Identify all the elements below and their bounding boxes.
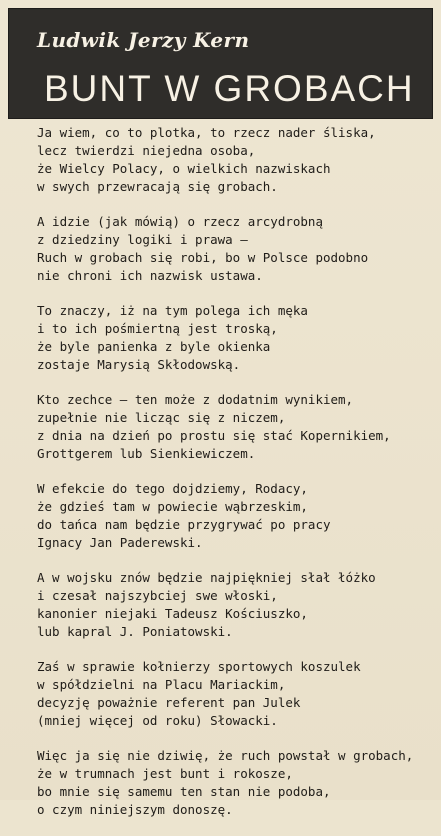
poem-line: lub kapral J. Poniatowski. bbox=[37, 624, 233, 639]
poem-line: że w trumnach jest bunt i rokosze, bbox=[37, 766, 293, 781]
poem-line: w spółdzielni na Placu Mariackim, bbox=[37, 677, 286, 692]
stanza-4 bbox=[37, 391, 427, 463]
title-banner bbox=[8, 8, 433, 119]
stanza-3 bbox=[37, 302, 427, 374]
poem-body bbox=[37, 124, 427, 836]
poem-line: że gdzieś tam w powiecie wąbrzeskim, bbox=[37, 499, 308, 514]
poem-line: Ja wiem, co to plotka, to rzecz nader śliska, bbox=[37, 125, 376, 140]
poem-line: zupełnie nie licząc się z niczem, bbox=[37, 410, 286, 425]
stanza-1 bbox=[37, 124, 427, 196]
poem-line: Ignacy Jan Paderewski. bbox=[37, 535, 203, 550]
stanza-6 bbox=[37, 569, 427, 641]
poem-line: Kto zechce — ten może z dodatnim wynikiem, bbox=[37, 392, 354, 407]
poem-line: lecz twierdzi niejedna osoba, bbox=[37, 143, 256, 158]
poem-line: kanonier niejaki Tadeusz Kościuszko, bbox=[37, 606, 308, 621]
stanza-5 bbox=[37, 480, 427, 552]
poem-line: A w wojsku znów będzie najpiękniej słał łóżko bbox=[37, 570, 376, 585]
poem-line: z dnia na dzień po prostu się stać Kopernikiem, bbox=[37, 428, 391, 443]
poem-line: zostaje Marysią Skłodowską. bbox=[37, 357, 241, 372]
poem-line: do tańca nam będzie przygrywać po pracy bbox=[37, 517, 331, 532]
poem-line: i to ich pośmiertną jest troską, bbox=[37, 321, 278, 336]
author-name: Ludwik Jerzy Kern bbox=[37, 28, 250, 52]
poem-line: bo mnie się samemu ten stan nie podoba, bbox=[37, 784, 331, 799]
poem-line: Zaś w sprawie kołnierzy sportowych koszulek bbox=[37, 659, 361, 674]
poem-line: W efekcie do tego dojdziemy, Rodacy, bbox=[37, 481, 308, 496]
poem-title: BUNT W GROBACH bbox=[44, 68, 415, 109]
stanza-8 bbox=[37, 747, 427, 819]
poem-line: w swych przewracają się grobach. bbox=[37, 179, 278, 194]
poem-line: (mniej więcej od roku) Słowacki. bbox=[37, 713, 278, 728]
poem-line: z dziedziny logiki i prawa — bbox=[37, 232, 248, 247]
poem-line: że byle panienka z byle okienka bbox=[37, 339, 271, 354]
poem-line: decyzję poważnie referent pan Julek bbox=[37, 695, 301, 710]
poem-line: Ruch w grobach się robi, bo w Polsce podobno bbox=[37, 250, 369, 265]
poem-line: nie chroni ich nazwisk ustawa. bbox=[37, 268, 263, 283]
poem-line: A idzie (jak mówią) o rzecz arcydrobną bbox=[37, 214, 323, 229]
poem-line: To znaczy, iż na tym polega ich męka bbox=[37, 303, 308, 318]
poem-line: Grottgerem lub Sienkiewiczem. bbox=[37, 446, 256, 461]
poem-line: Więc ja się nie dziwię, że ruch powstał w grobach, bbox=[37, 748, 414, 763]
stanza-2 bbox=[37, 213, 427, 285]
stanza-7 bbox=[37, 658, 427, 730]
poem-line: że Wielcy Polacy, o wielkich nazwiskach bbox=[37, 161, 331, 176]
poem-line: i czesał najszybciej swe włoski, bbox=[37, 588, 278, 603]
poem-line: o czym niniejszym donoszę. bbox=[37, 802, 233, 817]
